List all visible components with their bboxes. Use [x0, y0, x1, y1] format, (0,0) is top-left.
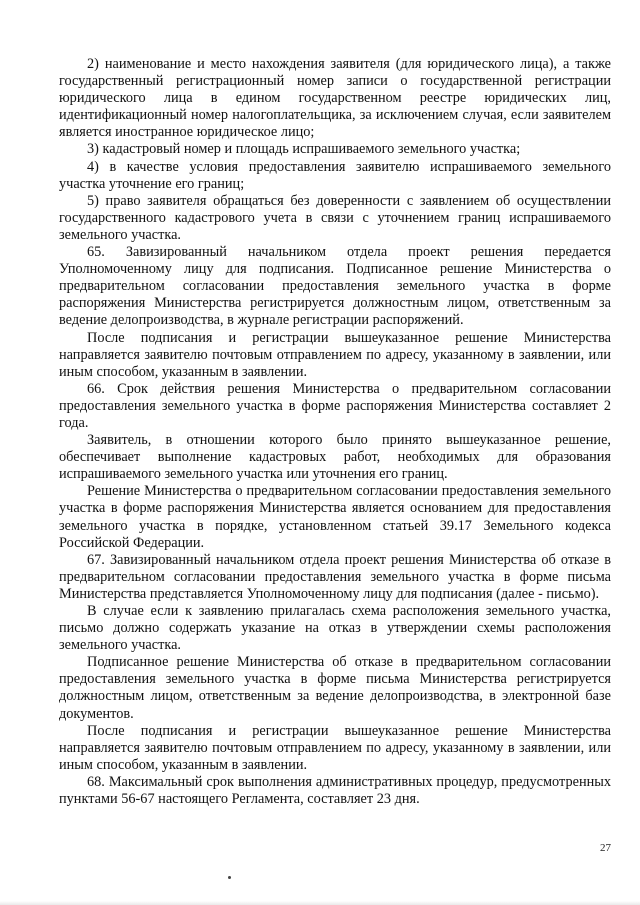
paragraph-clause-65: 65. Завизированный начальником отдела проект решения передается Уполномоченному лицу для подписания. Подписанное решение Министерства о предварительном согласовании предоставления земельного участка в форме распоряжения Министерства регистрируется должностным лицом, ответственным за ведение делопроизводства, в журнале регистрации распоряжений. — [59, 244, 611, 329]
paragraph-clause-68: 68. Максимальный срок выполнения административных процедур, предусмотренных пунктами 56-67 настоящего Регламента, составляет 23 дня. — [59, 773, 611, 808]
paragraph-clause-67-scheme: В случае если к заявлению прилагалась схема расположения земельного участка, письмо должно содержать указание на отказ в утверждении схемы расположения земельного участка. — [59, 603, 611, 654]
scan-bottom-edge — [0, 901, 640, 905]
paragraph-clause-65-delivery: После подписания и регистрации вышеуказанное решение Министерства направляется заявителю почтовым отправлением по адресу, указанному в заявлении, или иным способом, указанным в заявлении. — [59, 329, 611, 380]
paragraph-clause-67: 67. Завизированный начальником отдела проект решения Министерства об отказе в предварительном согласовании предоставления земельного участка в форме письма Министерства представляется Уполномоченному лицу для подписания (далее - письмо). — [59, 551, 611, 602]
paragraph-clause-67-registration: Подписанное решение Министерства об отказе в предварительном согласовании предоставления земельного участка в форме письма Министерства регистрируется должностным лицом, ответственным за ведение делопроизводства, в электронной базе документов. — [59, 654, 611, 722]
paragraph-boundary-condition-item: 4) в качестве условия предоставления заявителю испрашиваемого земельного участка уточнение его границ; — [59, 158, 611, 192]
paragraph-clause-66-cadastral-works: Заявитель, в отношении которого было принято вышеуказанное решение, обеспечивает выполнение кадастровых работ, необходимых для образования испрашиваемого земельного участка или уточнения его границ. — [59, 432, 611, 483]
paragraph-clause-66-basis: Решение Министерства о предварительном согласовании предоставления земельного участка в форме распоряжения Министерства является основанием для предоставления земельного участка в порядке, установленном статьей 39.17 Земельного кодекса Российской Федерации. — [59, 483, 611, 551]
paragraph-cadastral-number-item: 3) кадастровый номер и площадь испрашиваемого земельного участка; — [87, 141, 521, 158]
paragraph-clause-66: 66. Срок действия решения Министерства о предварительном согласовании предоставления земельного участка в форме распоряжения Министерства составляет 2 года. — [59, 380, 611, 431]
page-number: 27 — [600, 842, 611, 854]
paragraph-right-without-proxy-item: 5) право заявителя обращаться без доверенности с заявлением об осуществлении государственного кадастрового учета в связи с уточнением границ испрашиваемого земельного участка. — [59, 192, 611, 243]
scan-speck — [228, 876, 231, 879]
paragraph-clause-67-delivery: После подписания и регистрации вышеуказанное решение Министерства направляется заявителю почтовым отправлением по адресу, указанному в заявлении, или иным способом, указанным в заявлении. — [59, 722, 611, 773]
paragraph-applicant-name-item: 2) наименование и место нахождения заявителя (для юридического лица), а также государственный регистрационный номер записи о государственной регистрации юридического лица в едином государственном реестре юридических лиц, идентификационный номер налогоплательщика, за исключением случая, если заявителем является иностранное юридическое лицо; — [59, 56, 611, 141]
document-body — [59, 56, 611, 808]
